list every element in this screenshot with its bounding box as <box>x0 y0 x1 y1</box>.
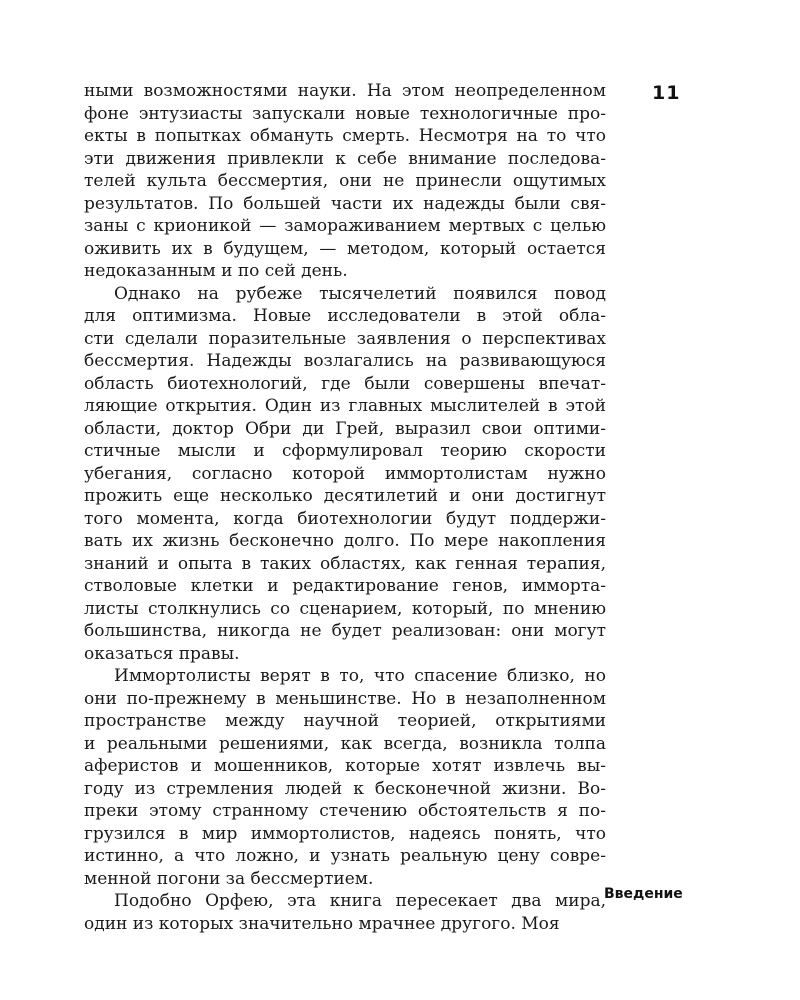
text-line: и реальными решениями, как всегда, возникла толпа <box>84 733 606 754</box>
page-number: 11 <box>652 82 681 104</box>
paragraph <box>84 283 606 666</box>
text-line: большинства, никогда не будет реализован: они могут <box>84 621 606 641</box>
text-line: недоказанным и по сей день. <box>84 261 348 281</box>
text-line: истинно, а что ложно, и узнать реальную цену совре- <box>84 846 606 866</box>
text-line: убегания, согласно которой иммортолистам нужно <box>84 463 606 484</box>
text-line: прожить еще несколько десятилетий и они достигнут <box>84 486 606 506</box>
text-line: телей культа бессмертия, они не принесли ощутимых <box>84 171 606 191</box>
paragraph <box>84 890 606 935</box>
text-line: область биотехнологий, где были совершены впечат- <box>84 373 606 394</box>
paragraph <box>84 80 606 283</box>
text-line: грузился в мир иммортолистов, надеясь понять, что <box>84 823 606 844</box>
text-line: стволовые клетки и редактирование генов, имморта- <box>84 576 606 596</box>
text-line: ными возможностями науки. На этом неопределенном <box>84 81 606 101</box>
text-line: менной погони за бессмертием. <box>84 868 374 889</box>
text-line: Иммортолисты верят в то, что спасение близко, но <box>114 666 606 686</box>
text-line: эти движения привлекли к себе внимание последова- <box>84 148 606 169</box>
text-line: результатов. По большей части их надежды были свя- <box>84 193 606 214</box>
text-line: они по-прежнему в меньшинстве. Но в незаполненном <box>84 688 606 709</box>
text-line: пространстве между научной теорией, открытиями <box>84 711 606 731</box>
text-line: бессмертия. Надежды возлагались на развивающуюся <box>84 351 606 371</box>
text-line: для оптимизма. Новые исследователи в этой обла- <box>84 306 606 326</box>
text-line: году из стремления людей к бесконечной жизни. Во- <box>84 778 606 799</box>
text-line: Подобно Орфею, эта книга пересекает два мира, <box>114 891 606 911</box>
text-line: екты в попытках обмануть смерть. Несмотря на то что <box>84 126 606 146</box>
text-line: знаний и опыта в таких областях, как генная терапия, <box>84 553 606 574</box>
text-line: аферистов и мошенников, которые хотят извлечь вы- <box>84 756 606 776</box>
text-line: фоне энтузиасты запускали новые технологичные про- <box>84 103 606 124</box>
text-line: заны с крионикой — замораживанием мертвых с целью <box>84 216 606 236</box>
text-line: оживить их в будущем, — методом, который остается <box>84 238 606 259</box>
text-line: области, доктор Обри ди Грей, выразил свои оптими- <box>84 418 606 439</box>
running-footer: Введение <box>604 886 683 902</box>
text-line: один из которых значительно мрачнее другого. Моя <box>84 913 560 934</box>
text-line: того момента, когда биотехнологии будут поддержи- <box>84 508 606 529</box>
text-line: оказаться правы. <box>84 643 240 664</box>
paragraph <box>84 665 606 890</box>
text-line: преки этому странному стечению обстоятельств я по- <box>84 801 606 821</box>
text-line: стичные мысли и сформулировал теорию скорости <box>84 441 606 461</box>
text-line: листы столкнулись со сценарием, который, по мнению <box>84 598 606 619</box>
text-line: Однако на рубеже тысячелетий появился повод <box>114 283 606 304</box>
body-text <box>84 80 606 935</box>
text-line: вать их жизнь бесконечно долго. По мере накопления <box>84 531 606 551</box>
text-line: сти сделали поразительные заявления о перспективах <box>84 328 606 349</box>
text-line: ляющие открытия. Один из главных мыслителей в этой <box>84 396 606 416</box>
